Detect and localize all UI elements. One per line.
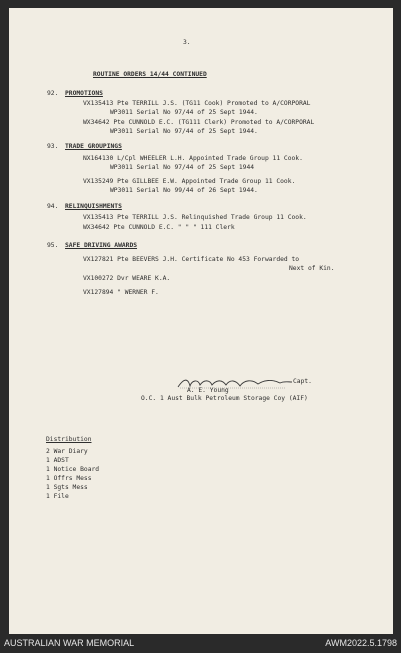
- section-title: RELINQUISHMENTS: [65, 203, 122, 210]
- section-number: 92.: [47, 90, 59, 97]
- document-heading: ROUTINE ORDERS 14/44 CONTINUED: [93, 71, 207, 78]
- distribution-item: 1 Offrs Mess: [46, 475, 92, 482]
- section-number: 94.: [47, 203, 59, 210]
- order-line: WP3011 Serial No 97/44 of 25 Sept 1944.: [110, 128, 258, 135]
- document-page: [9, 8, 393, 634]
- section-number: 93.: [47, 143, 59, 150]
- order-line: VX135413 Pte TERRILL J.S. Relinquished Trade Group 11 Cook.: [83, 214, 307, 221]
- distribution-item: 1 File: [46, 493, 69, 500]
- section-title: PROMOTIONS: [65, 90, 103, 97]
- archive-footer: [0, 635, 401, 653]
- signature-rank: Capt.: [293, 378, 312, 385]
- order-line: WP3011 Serial No 99/44 of 26 Sept 1944.: [110, 187, 258, 194]
- signature-unit: O.C. 1 Aust Bulk Petroleum Storage Coy (AIF): [141, 395, 308, 402]
- order-line: NX164130 L/Cpl WHEELER L.H. Appointed Trade Group 11 Cook.: [83, 155, 303, 162]
- footer-institution: AUSTRALIAN WAR MEMORIAL: [4, 638, 135, 648]
- signature-name: A. E. Young: [187, 387, 229, 394]
- order-line: VX135413 Pte TERRILL J.S. (TG11 Cook) Promoted to A/CORPORAL: [83, 100, 311, 107]
- order-line: VX100272 Dvr WEARE K.A.: [83, 275, 171, 282]
- order-line: WX34642 Pte CUNNOLD E.C. (TG111 Clerk) Promoted to A/CORPORAL: [83, 119, 315, 126]
- order-line: VX135249 Pte GILLBEE E.W. Appointed Trade Group 11 Cook.: [83, 178, 296, 185]
- section-title: SAFE DRIVING AWARDS: [65, 242, 138, 249]
- page-number: 3.: [183, 39, 191, 46]
- distribution-title: Distribution: [46, 436, 92, 443]
- footer-accession-number: AWM2022.5.1798: [325, 638, 397, 648]
- distribution-item: 1 Sgts Mess: [46, 484, 88, 491]
- order-line: VX127894 " WERNER F.: [83, 289, 159, 296]
- order-line: Next of Kin.: [289, 265, 335, 272]
- order-line: WX34642 Pte CUNNOLD E.C. " " " 111 Clerk: [83, 224, 235, 231]
- distribution-item: 1 ADST: [46, 457, 69, 464]
- order-line: VX127821 Pte BEEVERS J.H. Certificate No 453 Forwarded to: [83, 256, 300, 263]
- order-line: WP3011 Serial No 97/44 of 25 Sept 1944.: [110, 109, 258, 116]
- order-line: WP3011 Serial No 97/44 of 25 Sept 1944: [110, 164, 255, 171]
- distribution-item: 1 Notice Board: [46, 466, 100, 473]
- section-number: 95.: [47, 242, 59, 249]
- distribution-item: 2 War Diary: [46, 448, 88, 455]
- section-title: TRADE GROUPINGS: [65, 143, 122, 150]
